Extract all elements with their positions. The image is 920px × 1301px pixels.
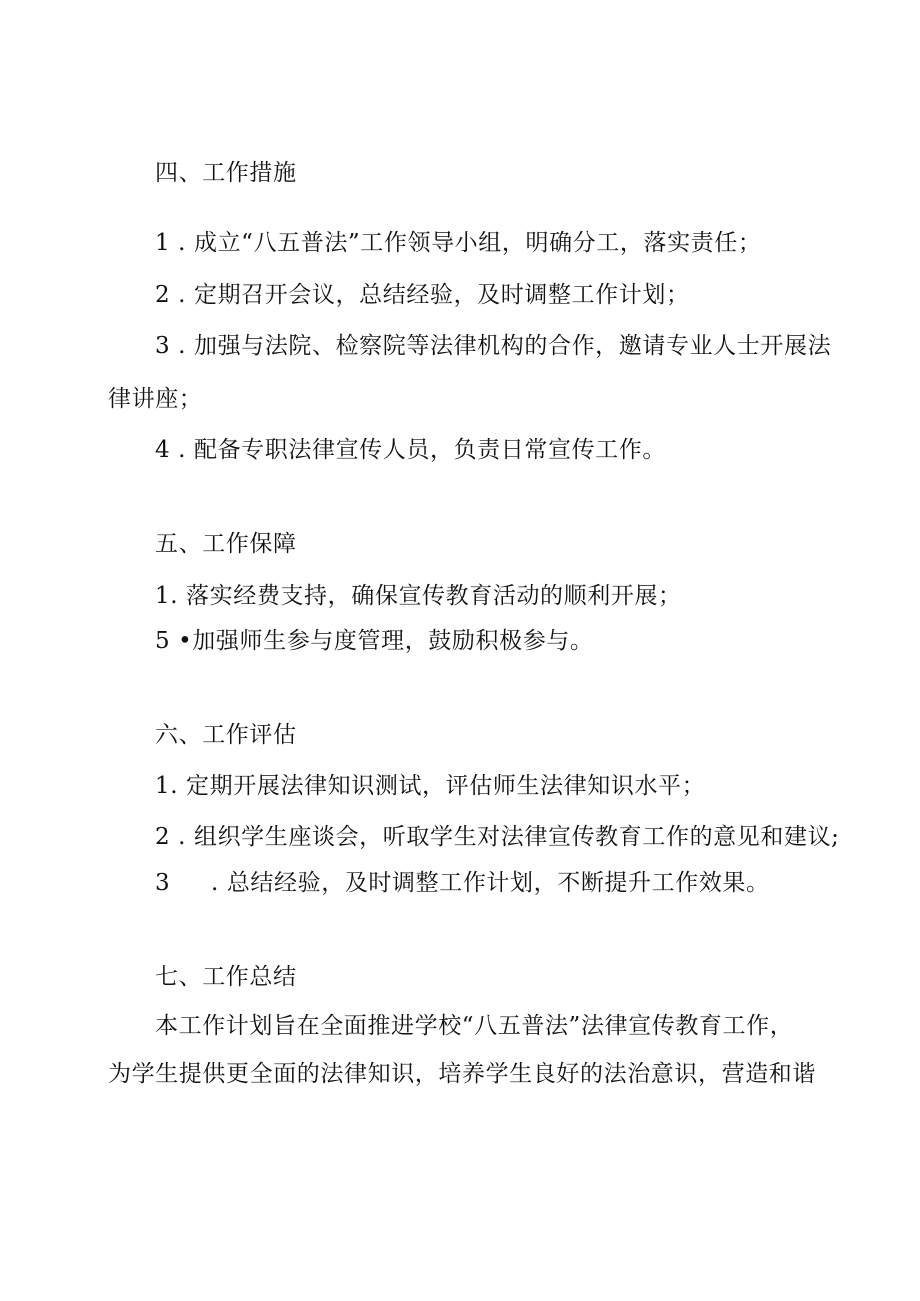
evaluation-item-3-number: 3 bbox=[155, 870, 171, 896]
section-heading-evaluation: 六、工作评估 bbox=[155, 722, 297, 748]
guarantee-item-2: 5 •加强师生参与度管理，鼓励积极参与。 bbox=[155, 628, 594, 654]
summary-paragraph-line-1: 本工作计划旨在全面推进学校“八五普法”法律宣传教育工作， bbox=[155, 1013, 794, 1039]
section-heading-summary: 七、工作总结 bbox=[155, 964, 297, 990]
evaluation-item-2: 2 . 组织学生座谈会，听取学生对法律宣传教育工作的意见和建议; bbox=[155, 824, 840, 850]
evaluation-item-3 bbox=[155, 868, 770, 898]
measure-item-3: 3 . 加强与法院、检察院等法律机构的合作，邀请专业人士开展法 bbox=[155, 333, 832, 359]
measure-item-1: 1 . 成立“八五普法”工作领导小组，明确分工，落实责任； bbox=[155, 230, 762, 256]
section-heading-measures: 四、工作措施 bbox=[155, 160, 297, 186]
summary-paragraph-line-2: 为学生提供更全面的法律知识，培养学生良好的法治意识，营造和谐 bbox=[108, 1061, 816, 1087]
measure-item-3-continuation: 律讲座； bbox=[108, 386, 203, 412]
measure-item-2: 2 . 定期召开会议，总结经验，及时调整工作计划； bbox=[155, 282, 690, 308]
section-heading-guarantee: 五、工作保障 bbox=[155, 531, 297, 557]
measure-item-4: 4 . 配备专职法律宣传人员，负责日常宣传工作。 bbox=[155, 437, 666, 463]
guarantee-item-1: 1. 落实经费支持，确保宣传教育活动的顺利开展； bbox=[155, 583, 682, 609]
evaluation-item-1: 1. 定期开展法律知识测试，评估师生法律知识水平； bbox=[155, 773, 706, 799]
evaluation-item-3-text: . 总结经验，及时调整工作计划，不断提升工作效果。 bbox=[211, 870, 770, 896]
